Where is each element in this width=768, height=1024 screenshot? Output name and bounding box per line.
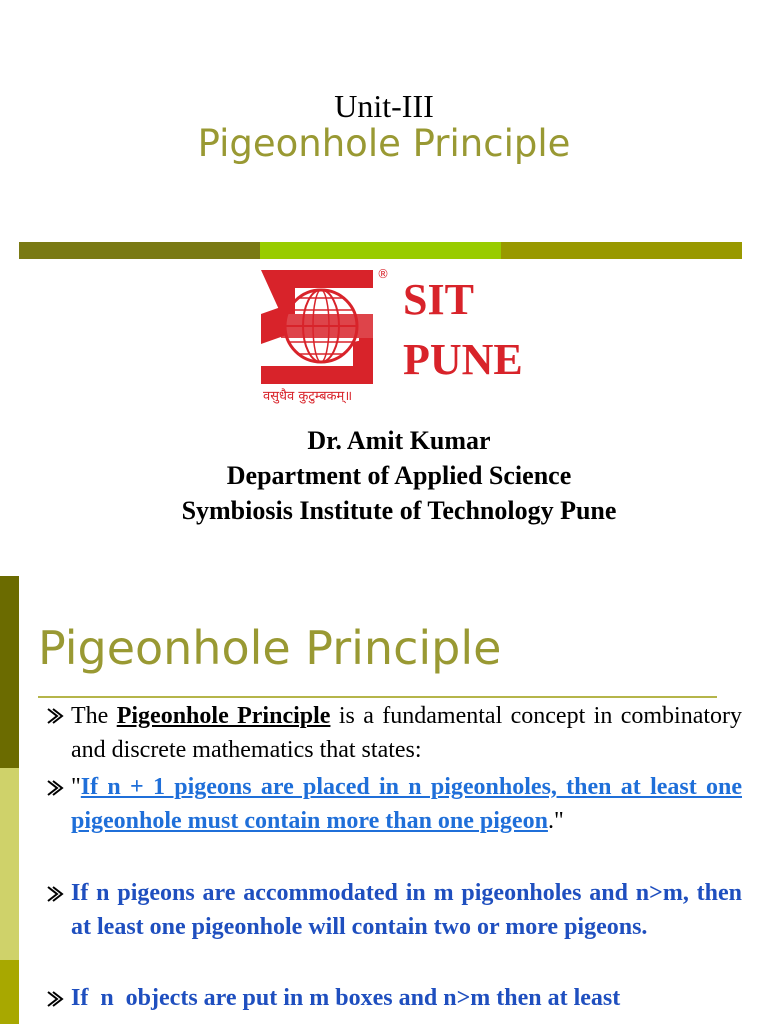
logo-text-sit: SIT [403, 275, 474, 324]
bullet-text: is a fundamental concept in combinatory and discrete mathematics that states: [71, 703, 743, 763]
bullet-item: If n pigeons are accommodated in m pigeonholes and n>m, then at least one pigeonhole will contain two or more pigeons. [71, 880, 742, 940]
divider-bar-green [260, 242, 501, 259]
quote-mark: ." [547, 807, 564, 834]
bullet-item: If n objects are put in m boxes and n>m then at least [71, 985, 621, 1011]
quote-mark: " [71, 774, 81, 800]
author-department: Department of Applied Science [226, 461, 572, 490]
content-title: Pigeonhole Principle [38, 621, 502, 675]
sit-pune-logo [255, 262, 555, 407]
bullet-text: The [71, 703, 117, 729]
sidebar-stripe-olive [0, 960, 19, 1024]
bullet-item [71, 771, 742, 838]
sidebar-stripe-light [0, 768, 19, 960]
divider-bar-dark [19, 242, 260, 259]
arrow-bullet-icon [44, 778, 70, 798]
registered-mark: ® [377, 267, 389, 281]
principle-quote: If n + 1 pigeons are placed in n pigeonholes, then at least one pigeonhole must contain more than one pigeon [71, 774, 742, 834]
logo-tagline: वसुधैव कुटुम्बकम्॥ [263, 389, 353, 404]
divider-bar-olive [501, 242, 742, 259]
bullet-item [71, 700, 742, 767]
key-term: Pigeonhole Principle [116, 703, 331, 729]
arrow-bullet-icon [44, 989, 70, 1009]
logo-text-pune: PUNE [403, 335, 523, 384]
arrow-bullet-icon [44, 706, 70, 726]
unit-label: Unit-III [334, 88, 434, 124]
title-underline [38, 696, 717, 698]
author-institute: Symbiosis Institute of Technology Pune [181, 496, 617, 525]
slide-title: Pigeonhole Principle [197, 122, 571, 165]
arrow-bullet-icon [44, 884, 70, 904]
sidebar-stripe-dark [0, 576, 19, 768]
author-name: Dr. Amit Kumar [307, 426, 491, 455]
sit-logo-graphic [255, 262, 555, 407]
